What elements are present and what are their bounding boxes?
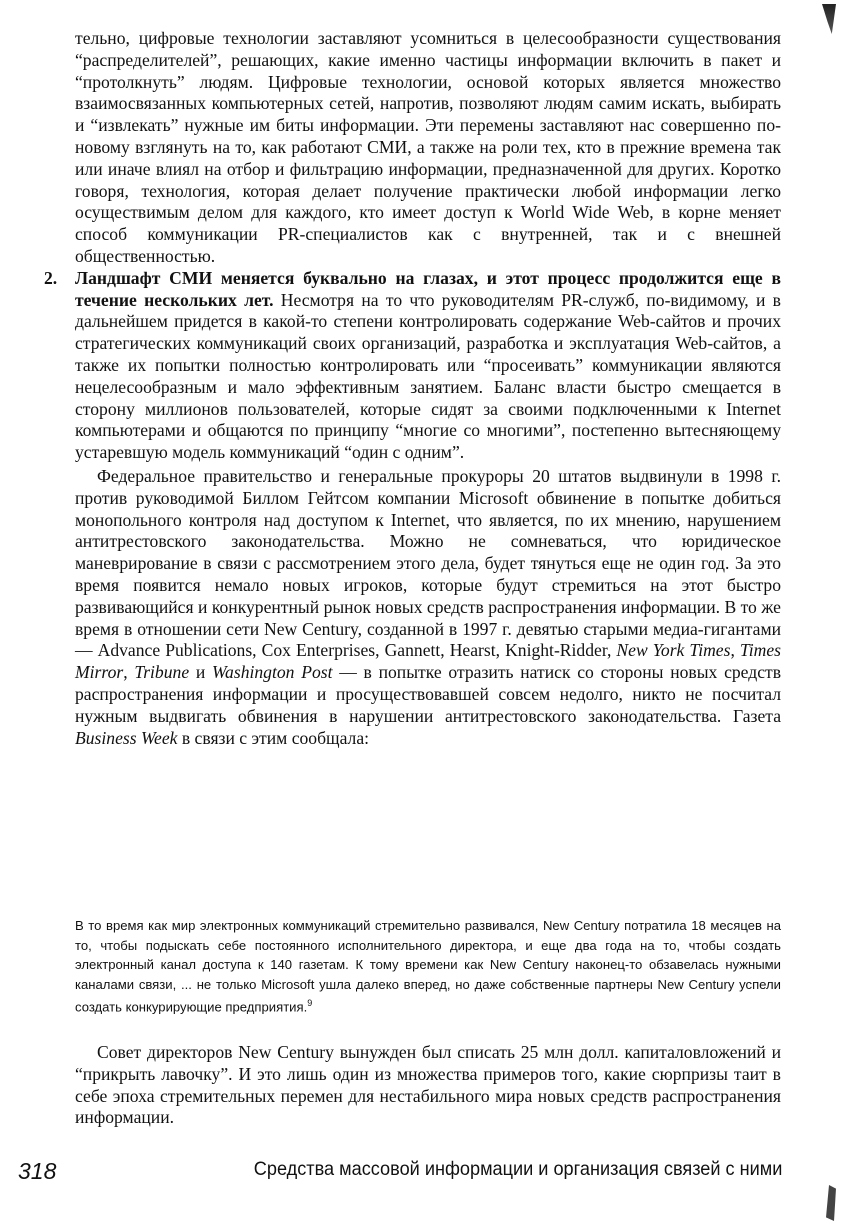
list-item-number: 2. [44, 267, 58, 288]
antitrust-paragraph [75, 466, 781, 749]
block-quote [75, 916, 781, 1017]
separator: , [730, 640, 740, 661]
list-item-lead: Ландшафт СМИ меняется буквально на глазах, и этот процесс продолжится еще в течение нескольких лет. [75, 267, 781, 310]
scan-artifact-bottom [826, 1185, 836, 1221]
newspaper-name: Times Mirror [75, 640, 781, 683]
list-item-2 [44, 267, 781, 464]
list-item-text: Несмотря на то что руководителям PR-служб, по-видимому, и в дальнейшем придется в какой-то степени контролировать содержание Web-сайтов и прочих стратегических коммуникаций своих организаций, разработка и эксплуатация Web-сайтов, а также их попытки полностью контролировать или “просеивать” коммуникации являются нецелесообразным и мало эффективным занятием. Баланс власти быстро смещается в сторону миллионов пользователей, которые сидят за своими подключенными к Internet компьютерами и общаются по принципу “многие со многими”, постепенно вытесняющему устаревшую модель коммуникаций “один с одним”. [75, 289, 781, 463]
scan-artifact-top [822, 4, 836, 34]
running-title: Средства массовой информации и организация связей с ними [253, 1158, 782, 1180]
quote-text: В то время как мир электронных коммуникаций стремительно развивался, New Century потратила 18 месяцев на то, чтобы подыскать себе постоянного исполнительного директора, и еще два года на то, чтобы создать электронный канал доступа к 140 газетам. К тому времени как New Century наконец-то обзавелась нужными каналами связи, ... не только Microsoft ушла далеко вперед, но даже собственные партнеры New Century успели создать конкурирующие предприятия. [75, 918, 781, 1015]
closing-text [75, 1040, 781, 1129]
separator: , [123, 662, 135, 683]
paragraph-text-end: в связи с этим сообщала: [177, 727, 370, 748]
closing-paragraph: Совет директоров New Century вынужден был списать 25 млн долл. капиталовложений и “прикрыть лавочку”. И это лишь один из множества примеров того, какие сюрпризы таит в себе эпоха стремительных перемен для нестабильного мира новых средств распространения информации. [75, 1042, 781, 1128]
newspaper-name: Tribune [134, 662, 190, 683]
footnote-marker: 9 [307, 998, 313, 1009]
main-text [44, 28, 782, 749]
newspaper-name: New York Times [616, 640, 731, 661]
continuation-paragraph: тельно, цифровые технологии заставляют усомниться в целесообразности существования “распределителей”, решающих, какие именно частицы информации включить в пакет и “протолкнуть” людям. Цифровые технологии, основой которых является множество взаимосвязанных компьютерных сетей, напротив, позволяют людям самим искать, выбирать и “извлекать” нужные им биты информации. Эти перемены заставляют нас совершенно по-новому взглянуть на то, как работают СМИ, а также на роли тех, кто в прежние времена так или иначе влиял на отбор и фильтрацию информации, предназначенной для других. Коротко говоря, технология, которая делает получение практически любой информации легко осуществимым делом для каждого, кто имеет доступ к World Wide Web, в корне меняет способ коммуникации PR-специалистов как с внутренней, так и с внешней общественностью. [75, 28, 781, 266]
page-number: 318 [18, 1158, 57, 1184]
separator: и [189, 662, 213, 683]
paragraph-text-start: Федеральное правительство и генеральные прокуроры 20 штатов выдвинули в 1998 г. против руководимой Биллом Гейтсом компании Microsoft обвинение в попытке добиться монопольного контроля над доступом к Internet, что является, по их мнению, нарушением антитрестовского законодательства. Можно не сомневаться, что юридическое маневрирование в связи с рассмотрением этого дела, будет тянуться еще не один год. За это время появится немало новых игроков, которые будут стремиться на этот быстро развивающийся и конкурентный рынок новых средств распространения информации. В то же время в отношении сети New Century, созданной в 1997 г. девятью старыми медиа-гигантами — Advance Publications, Cox Enterprises, Gannett, Hearst, Knight-Ridder, [75, 465, 781, 661]
newspaper-name: Washington Post [212, 662, 333, 683]
magazine-name: Business Week [75, 727, 178, 748]
paragraph-text-mid: — в попытке отразить натиск со стороны новых средств распространения информации и просуществовавшей совсем недолго, никто не посчитал нужным выдвигать обвинения в нарушении антитрестовского законодательства. Газета [75, 662, 782, 726]
page-footer [18, 1158, 782, 1188]
